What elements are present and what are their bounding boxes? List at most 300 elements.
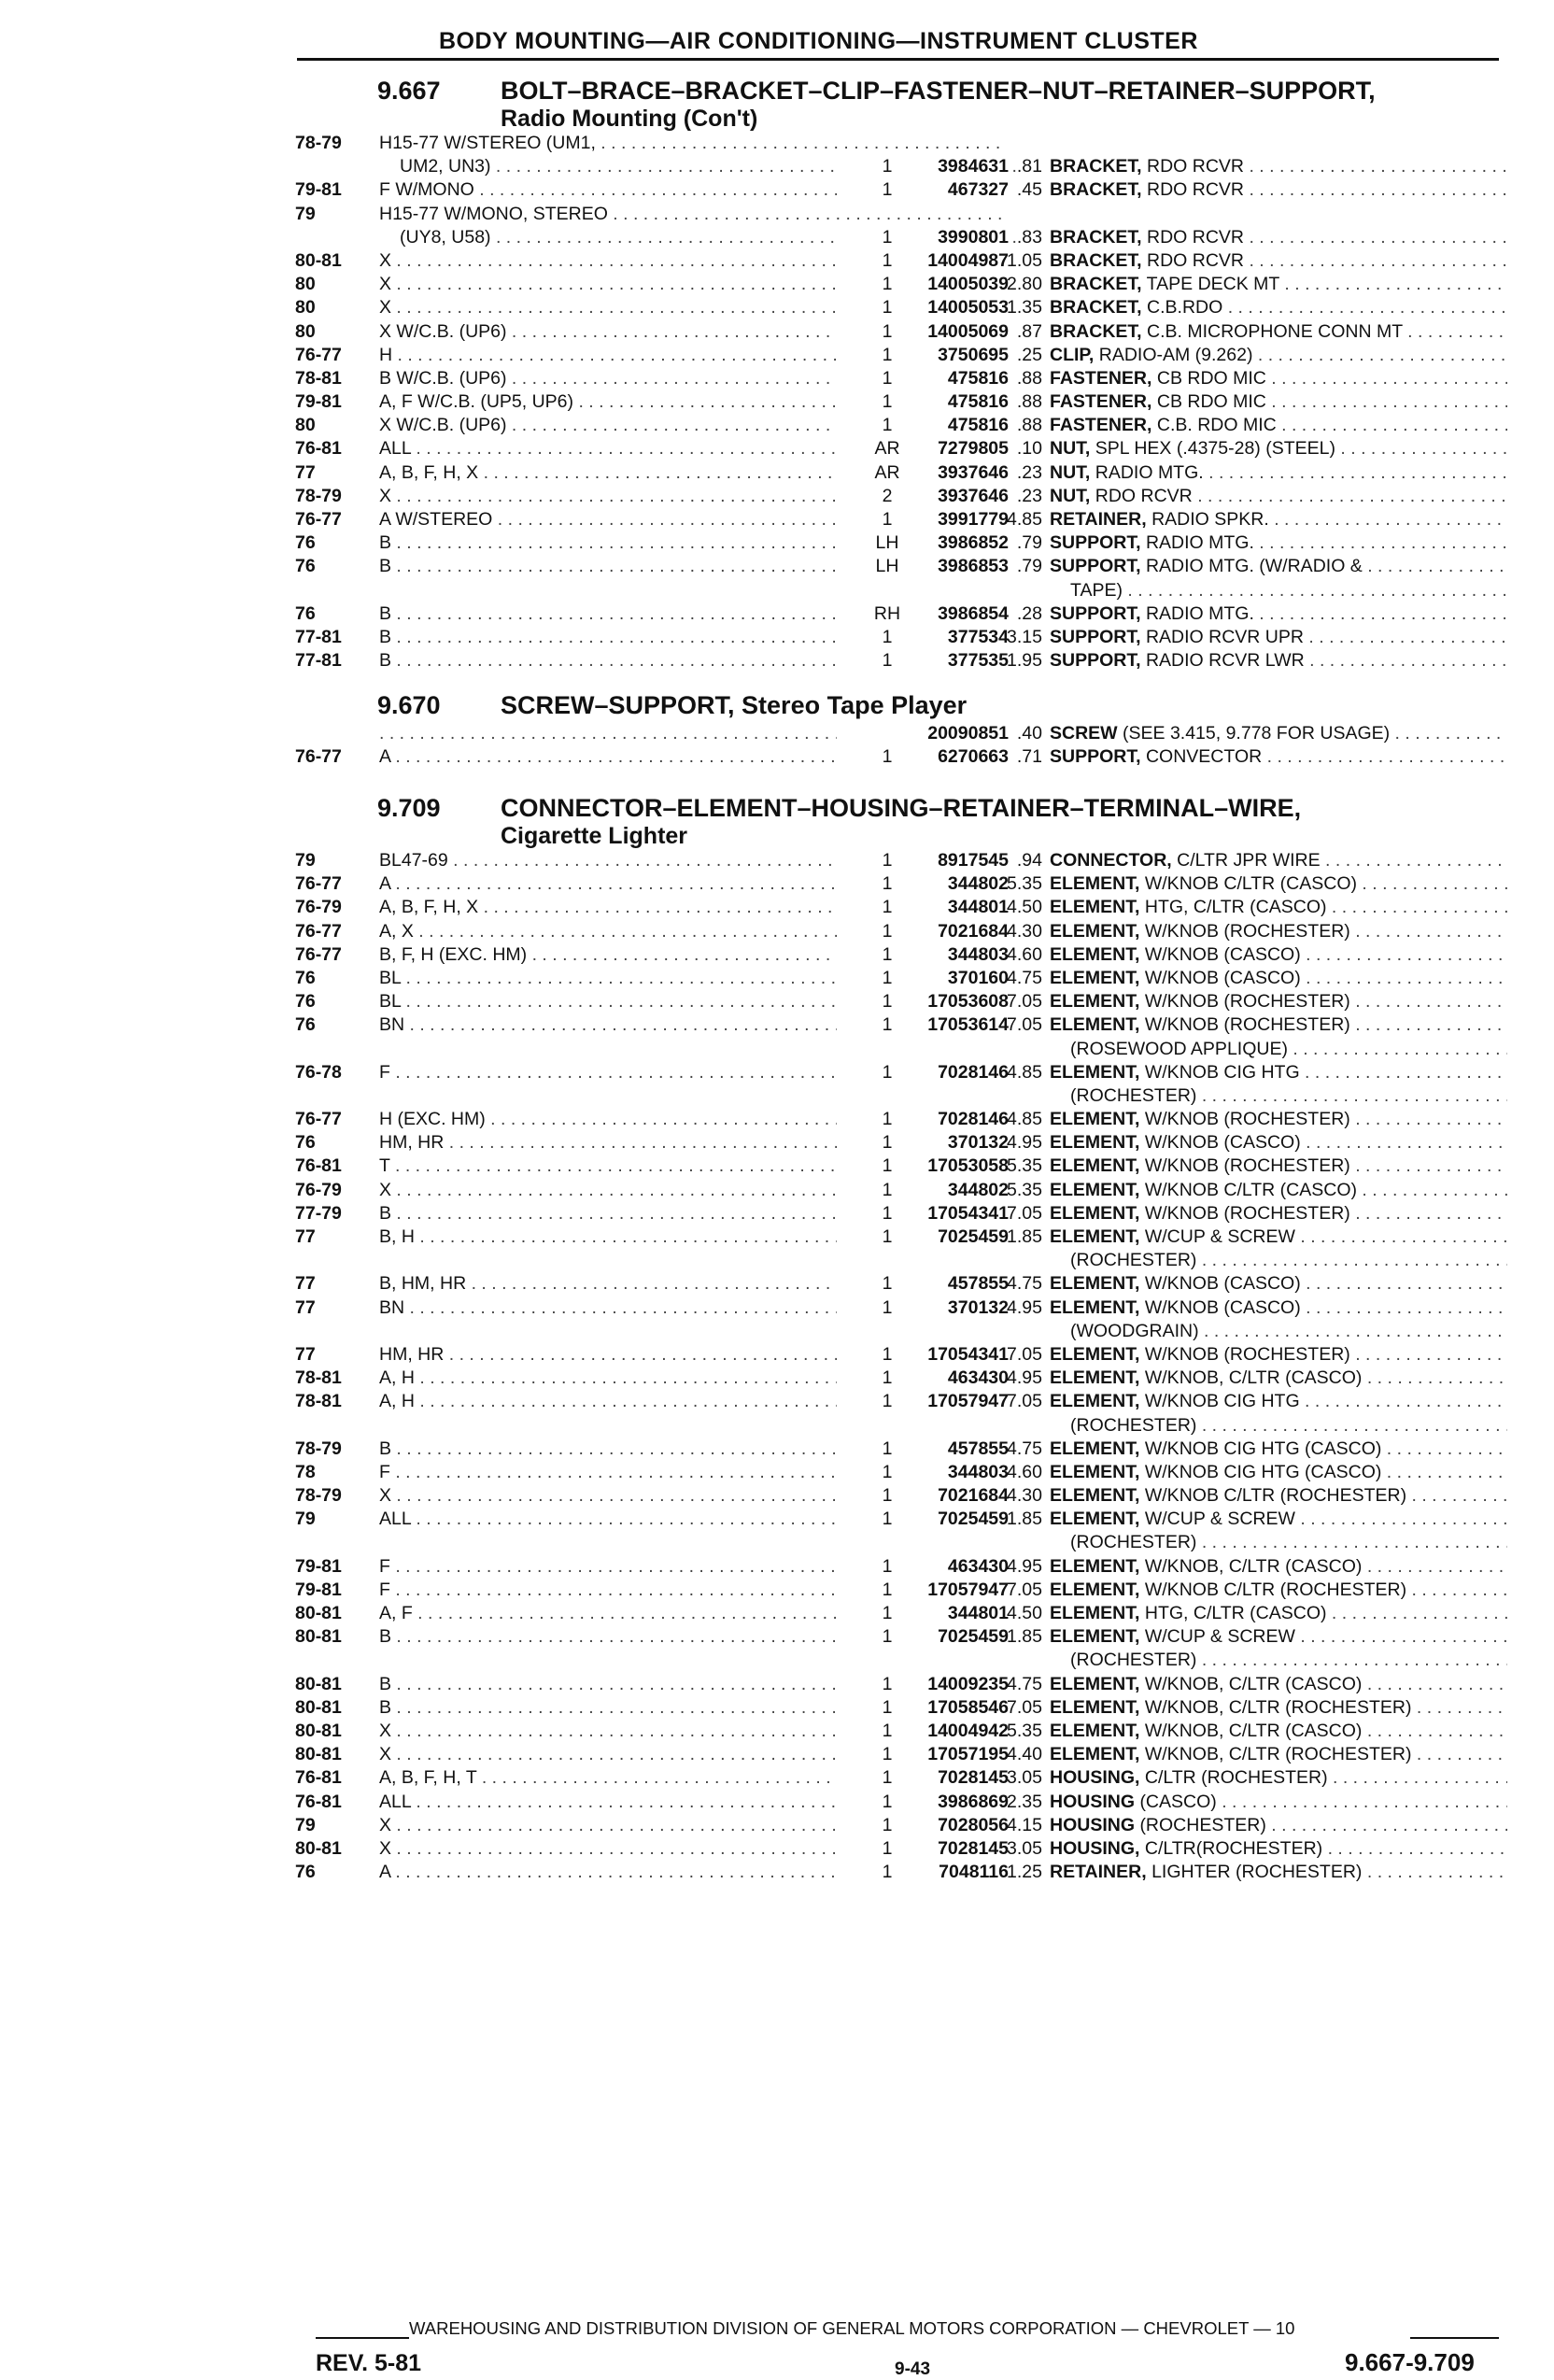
part-number: 463430 — [837, 1367, 1009, 1390]
model-years: 80-81 — [295, 1720, 342, 1741]
part-name: ELEMENT, — [1050, 991, 1140, 1013]
part-detail: CB RDO MIC — [1156, 391, 1266, 413]
part-number: 14005069 — [837, 320, 1009, 344]
footer-division: WAREHOUSING AND DISTRIBUTION DIVISION OF GENERAL MOTORS CORPORATION — CHEVROLET — 10 — [409, 2318, 1295, 2338]
model-years: 76-79 — [295, 897, 342, 918]
model-application-text: A, B, F, H, X — [379, 897, 479, 918]
quantity: 1 — [882, 1226, 893, 1247]
part-name: ELEMENT, — [1050, 873, 1140, 895]
part-description — [1050, 649, 1507, 673]
model-years: 78-79 — [295, 485, 342, 506]
part-number: 7028146 — [837, 1061, 1009, 1084]
model-years: 77 — [295, 1296, 316, 1318]
part-number: 7025459 — [837, 1225, 1009, 1249]
price: .79 — [1016, 556, 1042, 577]
part-description — [1070, 1649, 1507, 1672]
quantity: 1 — [882, 873, 893, 895]
table-row — [295, 249, 1509, 273]
part-description — [1050, 745, 1507, 769]
part-name: SCREW — [1050, 723, 1118, 744]
table-row — [295, 626, 1509, 649]
price: 2.35 — [1007, 1791, 1042, 1812]
part-name: ELEMENT, — [1050, 967, 1140, 988]
table-row — [295, 1602, 1509, 1625]
price: .23 — [1016, 485, 1042, 506]
header-rule — [297, 58, 1499, 61]
part-name: ELEMENT, — [1050, 1132, 1140, 1154]
model-years: 79-81 — [295, 1555, 342, 1577]
price: 4.40 — [1007, 1744, 1042, 1765]
part-detail: CONVECTOR — [1145, 746, 1263, 768]
part-number: 6270663 — [837, 745, 1009, 769]
part-number: 7025459 — [837, 1508, 1009, 1531]
table-row — [295, 896, 1509, 919]
quantity: 1 — [882, 156, 893, 177]
table-row — [295, 178, 1509, 202]
table-row — [295, 390, 1509, 414]
price: 4.75 — [1007, 967, 1042, 988]
table-row — [295, 1579, 1509, 1602]
model-years: 78 — [295, 1461, 316, 1482]
part-detail: HTG, C/LTR (CASCO) — [1144, 1603, 1327, 1623]
part-detail: W/KNOB (ROCHESTER) — [1144, 1155, 1350, 1177]
section-name: SCREW–SUPPORT, Stereo Tape Player — [501, 691, 968, 719]
model-years: 76 — [295, 556, 316, 577]
quantity: 1 — [882, 1343, 893, 1365]
part-description — [1050, 1131, 1507, 1155]
part-description — [1050, 1720, 1507, 1743]
quantity: 1 — [882, 1814, 893, 1835]
model-application-text: B, HM, HR — [379, 1273, 467, 1295]
part-number: 344803 — [837, 1461, 1009, 1484]
model-years: 76 — [295, 532, 316, 554]
part-detail: (ROCHESTER) — [1070, 1532, 1197, 1553]
model-years: 76 — [295, 602, 316, 624]
model-years: 76-79 — [295, 1179, 342, 1200]
part-name: ELEMENT, — [1050, 1603, 1140, 1623]
part-name: BRACKET, — [1050, 274, 1142, 295]
model-application-text: BL — [379, 967, 402, 988]
model-years: 78-81 — [295, 367, 342, 389]
price: 4.85 — [1007, 1061, 1042, 1083]
quantity: 1 — [882, 1109, 893, 1130]
part-detail: RDO RCVR — [1147, 249, 1245, 271]
part-description — [1070, 1531, 1507, 1554]
page-number: 9-43 — [895, 2359, 931, 2379]
part-detail: C/LTR(ROCHESTER) — [1144, 1837, 1323, 1859]
model-application-text: B — [379, 650, 392, 672]
quantity: 1 — [882, 850, 893, 871]
model-application-text: B W/C.B. (UP6) — [379, 367, 507, 389]
part-name: BRACKET, — [1050, 179, 1142, 201]
price: 4.30 — [1007, 920, 1042, 942]
model-application-text: X W/C.B. (UP6) — [379, 415, 507, 436]
model-years: 80-81 — [295, 249, 342, 271]
part-detail: W/KNOB, C/LTR (CASCO) — [1144, 1720, 1363, 1741]
part-description — [1050, 967, 1507, 990]
table-row — [295, 1390, 1509, 1413]
model-years: 77-81 — [295, 650, 342, 672]
model-application-text: F — [379, 1461, 390, 1482]
part-detail: (ROCHESTER) — [1070, 1414, 1197, 1436]
part-description — [1050, 896, 1507, 919]
table-row — [295, 226, 1509, 249]
model-application-text: H — [379, 344, 393, 365]
part-detail: RDO RCVR — [1147, 179, 1245, 201]
model-application-text: B — [379, 1438, 392, 1459]
quantity: 1 — [882, 1014, 893, 1036]
part-name: ELEMENT, — [1050, 1391, 1140, 1412]
section-subtitle-text: Cigarette Lighter — [501, 823, 688, 849]
quantity: 1 — [882, 897, 893, 918]
part-number: 14005039 — [837, 273, 1009, 296]
model-application-text: A, B, F, H, T — [379, 1767, 477, 1789]
model-years: 80-81 — [295, 1626, 342, 1648]
table-row — [295, 414, 1509, 437]
quantity: 1 — [882, 1696, 893, 1718]
quantity: 1 — [882, 179, 893, 201]
price: 5.35 — [1007, 1179, 1042, 1200]
quantity: 1 — [882, 274, 893, 295]
section-number: 9.709 — [377, 794, 441, 822]
part-description — [1050, 155, 1507, 178]
table-row — [295, 1461, 1509, 1484]
part-detail: W/KNOB C/LTR (CASCO) — [1144, 1179, 1358, 1200]
part-description — [1050, 555, 1507, 578]
part-number: 17053608 — [837, 990, 1009, 1013]
section-9-670 — [295, 691, 1509, 769]
quantity: 1 — [882, 967, 893, 988]
price: .87 — [1016, 320, 1042, 342]
table-row — [295, 344, 1509, 367]
quantity: 1 — [882, 1438, 893, 1459]
part-description — [1050, 1061, 1507, 1084]
model-application-text: HM, HR — [379, 1343, 445, 1365]
part-description — [1050, 722, 1507, 745]
model-years: 79 — [295, 1509, 316, 1530]
part-number: 8917545 — [837, 849, 1009, 872]
part-name: ELEMENT, — [1050, 1179, 1140, 1200]
part-description — [1050, 1673, 1507, 1696]
part-name: ELEMENT, — [1050, 1461, 1140, 1482]
part-name: ELEMENT, — [1050, 1343, 1140, 1365]
price: 7.05 — [1007, 1391, 1042, 1412]
model-application-text: H (EXC. HM) — [379, 1109, 486, 1130]
price: 5.35 — [1007, 1155, 1042, 1177]
model-application-text: B — [379, 1673, 392, 1694]
part-name: SUPPORT, — [1050, 650, 1141, 672]
price: 1.25 — [1007, 1862, 1042, 1883]
quantity: 1 — [882, 1791, 893, 1812]
part-description — [1050, 1343, 1507, 1367]
part-detail: W/CUP & SCREW — [1144, 1626, 1295, 1648]
part-detail: W/CUP & SCREW — [1144, 1509, 1295, 1530]
part-description — [1050, 626, 1507, 649]
part-detail: W/KNOB, C/LTR (CASCO) — [1144, 1367, 1363, 1389]
part-detail: HTG, C/LTR (CASCO) — [1144, 897, 1327, 918]
part-name: HOUSING — [1050, 1814, 1136, 1835]
table-row — [295, 1131, 1509, 1155]
table-row — [295, 1225, 1509, 1249]
model-years: 77-79 — [295, 1202, 342, 1224]
part-description — [1050, 1155, 1507, 1178]
part-name: FASTENER, — [1050, 415, 1152, 436]
part-number: 344801 — [837, 896, 1009, 919]
part-detail: W/KNOB (CASCO) — [1144, 967, 1301, 988]
part-detail: RADIO MTG. (W/RADIO & — [1145, 556, 1363, 577]
footer-rule-right — [1410, 2337, 1499, 2339]
price: 7.05 — [1007, 1696, 1042, 1718]
part-name: SUPPORT, — [1050, 556, 1141, 577]
part-number: 3750695 — [837, 344, 1009, 367]
part-name: HOUSING, — [1050, 1767, 1140, 1789]
quantity: 1 — [882, 1744, 893, 1765]
price: 3.05 — [1007, 1767, 1042, 1789]
price: 1.85 — [1007, 1226, 1042, 1247]
part-name: HOUSING — [1050, 1791, 1136, 1812]
model-years: 76-78 — [295, 1061, 342, 1083]
quantity: 1 — [882, 1155, 893, 1177]
table-row-continuation — [295, 1531, 1509, 1554]
table-row — [295, 1343, 1509, 1367]
part-description — [1050, 849, 1507, 872]
part-name: SUPPORT, — [1050, 532, 1141, 554]
table-row — [295, 485, 1509, 508]
section-title — [295, 691, 1509, 720]
price: 4.95 — [1007, 1296, 1042, 1318]
table-row — [295, 1484, 1509, 1508]
part-detail: TAPE) — [1070, 579, 1123, 601]
table-row — [295, 872, 1509, 896]
part-description — [1050, 296, 1507, 319]
part-description — [1070, 579, 1507, 602]
quantity: 1 — [882, 991, 893, 1013]
table-row — [295, 203, 1509, 226]
part-detail: CB RDO MIC — [1156, 367, 1266, 389]
part-description — [1050, 1625, 1507, 1649]
part-name: ELEMENT, — [1050, 1273, 1140, 1295]
part-number: 7028145 — [837, 1766, 1009, 1790]
part-number: 377534 — [837, 626, 1009, 649]
part-detail: RADIO MTG. — [1095, 461, 1204, 483]
section-subtitle — [295, 106, 1509, 132]
quantity: LH — [875, 532, 899, 554]
section-9-709 — [295, 794, 1509, 1884]
part-detail: W/KNOB (ROCHESTER) — [1144, 1343, 1350, 1365]
part-detail: W/KNOB (ROCHESTER) — [1144, 1109, 1350, 1130]
part-detail: RDO RCVR — [1147, 156, 1245, 177]
part-description — [1050, 390, 1507, 414]
table-row-continuation — [295, 1320, 1509, 1343]
price: 4.50 — [1007, 897, 1042, 918]
part-description — [1050, 1484, 1507, 1508]
part-name: ELEMENT, — [1050, 1626, 1140, 1648]
model-years: 79-81 — [295, 1579, 342, 1600]
quantity: 1 — [882, 1579, 893, 1600]
quantity: 1 — [882, 391, 893, 413]
model-years: 79-81 — [295, 391, 342, 413]
quantity: 1 — [882, 1555, 893, 1577]
part-number: 3990801 — [837, 226, 1009, 249]
model-years: 80 — [295, 320, 316, 342]
part-detail: C.B.RDO — [1147, 297, 1223, 319]
price: 4.85 — [1007, 509, 1042, 530]
part-description — [1050, 1791, 1507, 1814]
part-description — [1050, 943, 1507, 967]
part-description — [1050, 1296, 1507, 1320]
part-number: 3986853 — [837, 555, 1009, 578]
part-description — [1050, 273, 1507, 296]
part-number: 457855 — [837, 1272, 1009, 1296]
part-detail: W/KNOB (CASCO) — [1144, 943, 1301, 965]
table-row — [295, 1367, 1509, 1390]
part-name: SUPPORT, — [1050, 626, 1141, 647]
quantity: 1 — [882, 1132, 893, 1154]
part-name: RETAINER, — [1050, 509, 1147, 530]
part-number: 7028145 — [837, 1837, 1009, 1861]
model-application — [379, 132, 1003, 155]
part-name: ELEMENT, — [1050, 1202, 1140, 1224]
part-number: 370160 — [837, 967, 1009, 990]
model-application-text: BN — [379, 1296, 405, 1318]
quantity: 1 — [882, 1603, 893, 1623]
table-row-continuation — [295, 579, 1509, 602]
part-description — [1050, 1861, 1507, 1884]
part-description — [1050, 320, 1507, 344]
model-years: 80-81 — [295, 1696, 342, 1718]
quantity: AR — [874, 438, 900, 460]
part-number: 14005053 — [837, 296, 1009, 319]
model-years: 77 — [295, 1273, 316, 1295]
section-number: 9.667 — [377, 77, 441, 105]
table-row — [295, 461, 1509, 485]
part-number: 370132 — [837, 1296, 1009, 1320]
quantity: 1 — [882, 1202, 893, 1224]
quantity: 1 — [882, 344, 893, 365]
model-application-text: X — [379, 1720, 392, 1741]
price: .79 — [1016, 532, 1042, 554]
model-years: 77-81 — [295, 626, 342, 647]
part-detail: RADIO RCVR LWR — [1145, 650, 1305, 672]
part-name: ELEMENT, — [1050, 920, 1140, 942]
model-application-text: B — [379, 1626, 392, 1648]
part-name: RETAINER, — [1050, 1862, 1147, 1883]
model-application-text: X W/C.B. (UP6) — [379, 320, 507, 342]
model-years: 76-77 — [295, 344, 342, 365]
part-detail: W/KNOB (ROCHESTER) — [1144, 1014, 1350, 1036]
part-detail: W/KNOB CIG HTG (CASCO) — [1144, 1461, 1382, 1482]
table-row — [295, 920, 1509, 943]
table-row — [295, 1438, 1509, 1461]
model-years: 80 — [295, 274, 316, 295]
model-application-text: X — [379, 1837, 392, 1859]
part-detail: W/KNOB (CASCO) — [1144, 1273, 1301, 1295]
part-number: 344803 — [837, 943, 1009, 967]
part-number: 3937646 — [837, 485, 1009, 508]
table-row — [295, 508, 1509, 531]
model-application-text: X — [379, 297, 392, 319]
table-row — [295, 320, 1509, 344]
part-detail: RADIO MTG. — [1145, 532, 1254, 554]
table-row-continuation — [295, 1038, 1509, 1061]
quantity: 1 — [882, 1767, 893, 1789]
table-row-continuation — [295, 1249, 1509, 1272]
model-application-text: H15-77 W/STEREO (UM1, — [379, 133, 596, 153]
part-detail: W/KNOB (ROCHESTER) — [1144, 1202, 1350, 1224]
price: 3.05 — [1007, 1837, 1042, 1859]
part-description — [1050, 602, 1507, 626]
model-application-text: X — [379, 1744, 392, 1765]
revision-label: REV. 5-81 — [316, 2350, 422, 2376]
model-application-text: X — [379, 485, 392, 506]
part-number: 17053058 — [837, 1155, 1009, 1178]
table-row — [295, 1720, 1509, 1743]
quantity: 1 — [882, 746, 893, 768]
part-detail: RADIO SPKR. — [1151, 509, 1269, 530]
model-application-text: A — [379, 1862, 390, 1883]
section-range: 9.667-9.709 — [1345, 2348, 1475, 2376]
quantity: 1 — [882, 1061, 893, 1083]
part-detail: W/KNOB, C/LTR (ROCHESTER) — [1144, 1744, 1412, 1765]
model-years: 80 — [295, 415, 316, 436]
part-number: 3984631 — [837, 155, 1009, 178]
model-years: 76-77 — [295, 746, 342, 768]
model-application-text: A, B, F, H, X — [379, 461, 479, 483]
section-subtitle — [295, 823, 1509, 849]
part-description — [1050, 1108, 1507, 1131]
model-application-text: A W/STEREO — [379, 509, 493, 530]
part-detail: W/KNOB (CASCO) — [1144, 1132, 1301, 1154]
quantity: 1 — [882, 1485, 893, 1507]
quantity: 1 — [882, 320, 893, 342]
model-application — [379, 203, 1003, 226]
part-detail: SPL HEX (.4375-28) (STEEL) — [1095, 438, 1335, 460]
part-number: 17057947 — [837, 1579, 1009, 1602]
part-detail: C.B. RDO MIC — [1156, 415, 1277, 436]
price: .28 — [1016, 602, 1042, 624]
part-description — [1050, 1461, 1507, 1484]
part-number: 475816 — [837, 390, 1009, 414]
part-description — [1050, 1272, 1507, 1296]
model-years: 80-81 — [295, 1673, 342, 1694]
price: .45 — [1016, 179, 1042, 201]
table-row — [295, 1625, 1509, 1649]
quantity: 1 — [882, 226, 893, 248]
table-row — [295, 1673, 1509, 1696]
price: 4.95 — [1007, 1132, 1042, 1154]
part-name: ELEMENT, — [1050, 1014, 1140, 1036]
quantity: 1 — [882, 920, 893, 942]
section-title — [295, 77, 1509, 106]
footer-rule-left — [316, 2337, 409, 2339]
table-row — [295, 1791, 1509, 1814]
quantity: 1 — [882, 1509, 893, 1530]
price: 4.60 — [1007, 943, 1042, 965]
quantity: 1 — [882, 1461, 893, 1482]
part-name: BRACKET, — [1050, 156, 1142, 177]
model-application-text: A — [379, 873, 390, 895]
table-row — [295, 437, 1509, 460]
model-years: 78-79 — [295, 1485, 342, 1507]
table-row — [295, 1202, 1509, 1225]
part-name: NUT, — [1050, 461, 1091, 483]
model-application-text: A, F — [379, 1603, 413, 1623]
part-name: ELEMENT, — [1050, 1438, 1140, 1459]
part-description — [1050, 1579, 1507, 1602]
model-application-text: T — [379, 1155, 390, 1177]
section-subtitle-text: Radio Mounting (Con't) — [501, 106, 758, 132]
model-application-text: B — [379, 556, 392, 577]
